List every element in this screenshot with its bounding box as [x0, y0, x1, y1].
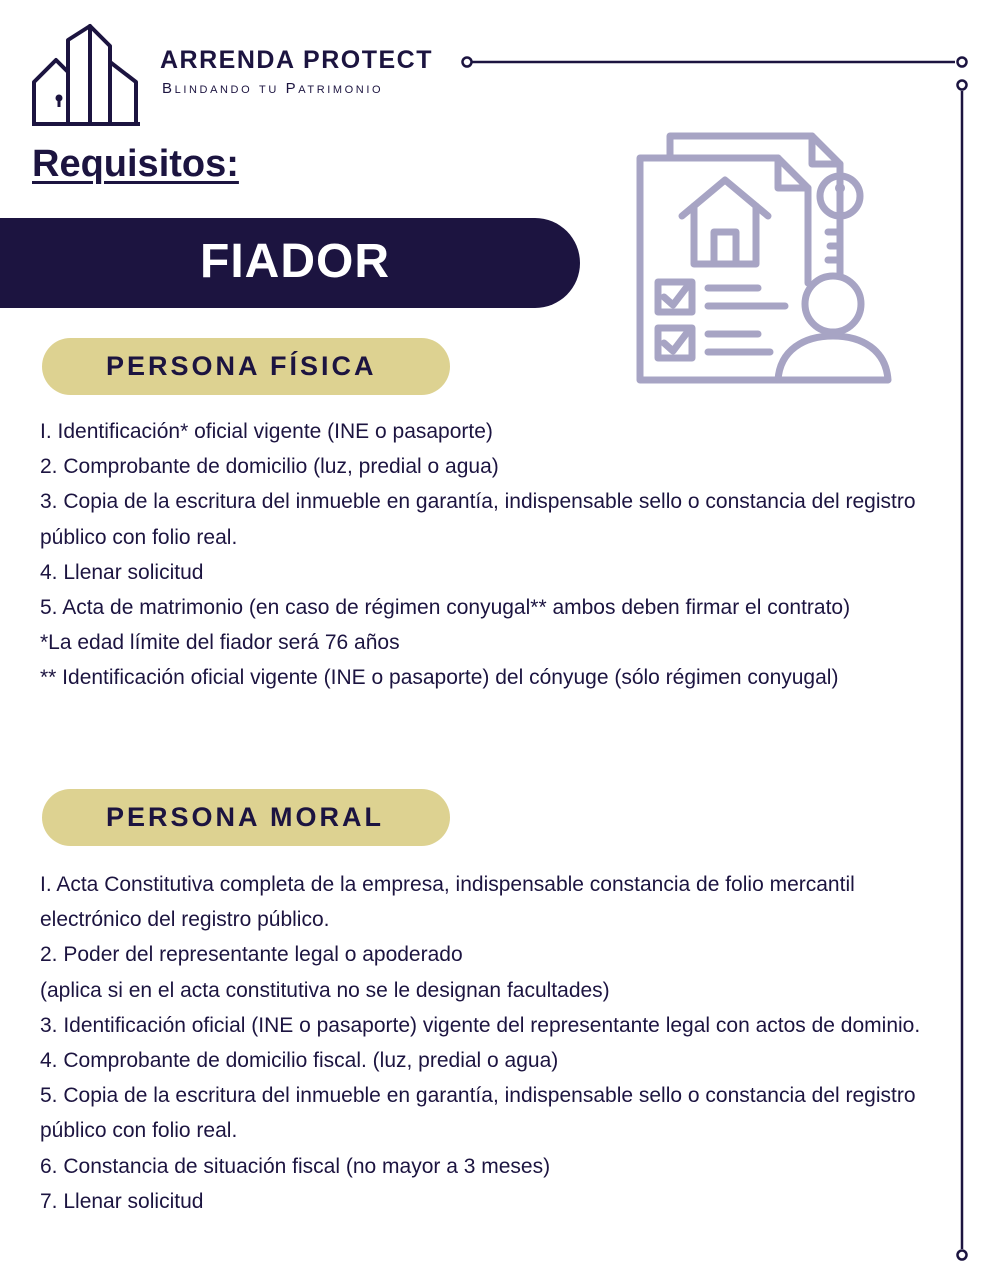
buildings-logo-icon: [30, 22, 146, 128]
list-item: *La edad límite del fiador será 76 años: [40, 631, 400, 655]
list-item: I. Identificación* oficial vigente (INE o pasaporte): [40, 420, 493, 443]
list-item: 7. Llenar solicitud: [40, 1189, 204, 1213]
brand-tagline: Blindando tu Patrimonio: [162, 80, 384, 97]
list-item: 2. Poder del representante legal o apoderado: [40, 943, 463, 967]
page-title: Requisitos:: [32, 143, 239, 185]
persona-moral-list: [40, 867, 930, 1219]
list-item: 3. Identificación oficial (INE o pasaporte) vigente del representante legal con actos de dominio.: [40, 1013, 921, 1037]
list-item: 5. Acta de matrimonio (en caso de régimen conyugal** ambos deben firmar el contrato): [40, 596, 851, 620]
list-item: 3. Copia de la escritura del inmueble en garantía, indispensable sello o constancia del registro público con folio real.: [40, 490, 916, 549]
list-item: 4. Comprobante de domicilio fiscal. (luz, predial o agua): [40, 1049, 559, 1073]
list-item: 6. Constancia de situación fiscal (no mayor a 3 meses): [40, 1154, 551, 1178]
list-item: (aplica si en el acta constitutiva no se le designan facultades): [40, 978, 610, 1002]
persona-fisica-title: PERSONA FÍSICA: [106, 351, 377, 381]
persona-moral-pill: [42, 789, 450, 846]
persona-moral-title: PERSONA MORAL: [106, 802, 385, 832]
list-item: I. Acta Constitutiva completa de la empresa, indispensable constancia de folio mercantil electrónico del registro público.: [40, 873, 855, 932]
list-item: 5. Copia de la escritura del inmueble en garantía, indispensable sello o constancia del registro público con folio real.: [40, 1084, 916, 1143]
list-item: 2. Comprobante de domicilio (luz, predial o agua): [40, 455, 499, 479]
persona-fisica-list: [40, 414, 930, 696]
brand-name: ARRENDA PROTECT: [160, 46, 433, 74]
list-item: 4. Llenar solicitud: [40, 560, 204, 584]
banner-title: FIADOR: [200, 235, 390, 288]
property-document-key-icon: [630, 128, 895, 390]
persona-fisica-pill: [42, 338, 450, 395]
list-item: ** Identificación oficial vigente (INE o pasaporte) del cónyuge (sólo régimen conyugal): [40, 666, 839, 690]
fiador-banner: [0, 218, 580, 308]
